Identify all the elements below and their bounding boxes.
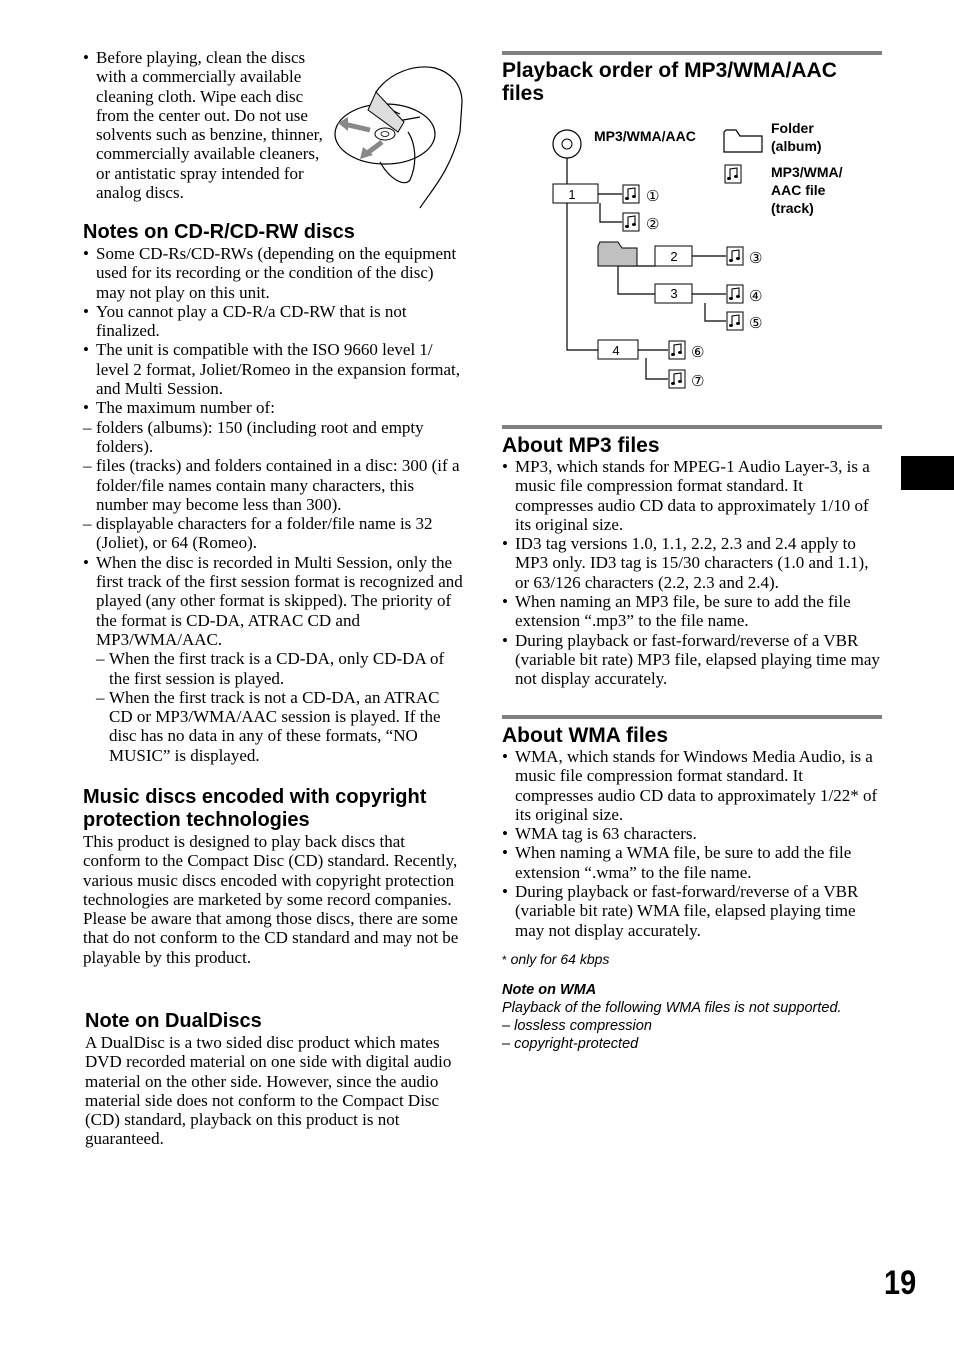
mp3-section xyxy=(502,425,882,689)
cdr-item: • Some CD-Rs/CD-RWs (depending on the equipment used for its recording or the condition of the disc) may not play on this unit. xyxy=(83,244,463,302)
track-1-label: ① xyxy=(646,187,660,205)
cdr-subitem: – folders (albums): 150 (including root and empty folders). xyxy=(83,418,463,457)
legend-file-line1: MP3/WMA/ xyxy=(771,164,843,180)
wma-section xyxy=(502,715,882,1053)
cleaning-list xyxy=(83,48,331,202)
legend-file-icon xyxy=(725,165,741,183)
cdr-sublist xyxy=(96,649,463,765)
track-3-label: ③ xyxy=(749,249,763,267)
cleaning-note: • Before playing, clean the discs with a commercially available cleaning cloth. Wipe each disc from the center out. Do not use solvents such as benzine, thinner, commercially available cleaners, or antistatic spray intended for analog discs. xyxy=(83,48,331,202)
mp3-item: • MP3, which stands for MPEG-1 Audio Layer-3, is a music file compression format standard. It compresses audio CD data to approximately 1/10 of its original size. xyxy=(502,457,882,534)
dualdisc-heading: Note on DualDiscs xyxy=(85,1010,262,1032)
track-5-file-icon xyxy=(727,312,743,330)
wma-list xyxy=(502,747,882,940)
track-2-file-icon xyxy=(623,213,639,231)
folder-3-label: 3 xyxy=(670,286,678,301)
copyright-heading: Music discs encoded with copyright protection technologies xyxy=(83,786,427,831)
wma-footnote xyxy=(502,950,882,969)
legend-folder-icon xyxy=(724,130,762,152)
folder-4-label: 4 xyxy=(612,343,620,358)
track-4-file-icon xyxy=(727,285,743,303)
mp3-list xyxy=(502,457,882,689)
cdr-subitem: – When the first track is a CD-DA, only CD-DA of the first session is played. xyxy=(96,649,463,688)
legend-folder-line2: (album) xyxy=(771,138,822,154)
track-6-file-icon xyxy=(669,341,685,359)
cdr-item-text: When the disc is recorded in Multi Session, only the first track of the first session format is recognized and played (any other format is skipped). The priority of the format is CD-DA, ATRAC CD and MP3/WMA/AAC. xyxy=(96,552,463,649)
disc-hole xyxy=(375,128,395,140)
cleaning-cloth xyxy=(368,92,404,132)
wma-note-item: – copyright-protected xyxy=(502,1035,639,1052)
wma-note xyxy=(502,981,882,1053)
mp3-item: • When naming an MP3 file, be sure to add the file extension “.mp3” to the file name. xyxy=(502,592,882,631)
track-7-file-icon xyxy=(669,370,685,388)
dualdisc-section xyxy=(85,1010,463,1149)
cdr-subitem: – displayable characters for a folder/file name is 32 (Joliet), or 64 (Romeo). xyxy=(83,514,463,553)
folder-1 xyxy=(553,184,598,203)
track-4-label: ④ xyxy=(749,287,763,305)
dualdisc-body: A DualDisc is a two sided disc product which mates DVD recorded material on one side with digital audio material on the other side. However, since the audio material side does not conform to the Compact Disc (CD) standard, playback on this product is not guaranteed. xyxy=(85,1033,452,1149)
cdr-item: • You cannot play a CD-R/a CD-RW that is not finalized. xyxy=(83,302,463,341)
mp3-item: • During playback or fast-forward/reverse of a VBR (variable bit rate) MP3 file, elapsed playing time may not display accurately. xyxy=(502,631,882,689)
page-number: 19 xyxy=(884,1264,917,1302)
folder-2-label: 2 xyxy=(670,249,678,264)
track-1-file-icon xyxy=(623,185,639,203)
root-label: MP3/WMA/AAC xyxy=(594,128,696,144)
wma-note-item: – lossless compression xyxy=(502,1017,652,1034)
footnote-text: only for 64 kbps xyxy=(510,950,610,967)
playback-section xyxy=(502,51,882,105)
wma-heading: About WMA files xyxy=(502,724,669,747)
folder-3 xyxy=(655,284,692,303)
cdr-item xyxy=(83,398,463,552)
section-tab-marker xyxy=(901,456,954,490)
folder-2 xyxy=(655,246,692,266)
legend-file-line3: (track) xyxy=(771,200,814,216)
cdr-item: • The unit is compatible with the ISO 9660 level 1/ level 2 format, Joliet/Romeo in the expansion format, and Multi Session. xyxy=(83,340,463,398)
folder-1-label: 1 xyxy=(568,187,576,202)
track-6-label: ⑥ xyxy=(691,343,705,361)
cdr-item-text: The maximum number of: xyxy=(96,398,275,418)
cdr-section xyxy=(83,221,463,765)
copyright-body: This product is designed to play back discs that conform to the Compact Disc (CD) standard. Recently, various music discs encoded with copyright protection technologies are marketed by some record companies. Please be aware that among those discs, there are some that do not conform to the CD standard and may not be playable by this product. xyxy=(83,832,459,967)
cdr-list xyxy=(83,244,463,765)
wma-note-body: Playback of the following WMA files is not supported. xyxy=(502,999,842,1016)
track-5-label: ⑤ xyxy=(749,314,763,332)
wma-note-title: Note on WMA xyxy=(502,981,597,998)
disc-cleaning-illustration xyxy=(330,62,466,212)
wma-item: • WMA tag is 63 characters. xyxy=(502,824,882,843)
root-disc-icon xyxy=(553,130,581,158)
cdr-heading: Notes on CD-R/CD-RW discs xyxy=(83,221,355,243)
hand-outline xyxy=(376,67,462,208)
cdr-sublist xyxy=(83,418,463,553)
playback-heading: Playback order of MP3/WMA/AAC files xyxy=(502,59,837,105)
mp3-item: • ID3 tag versions 1.0, 1.1, 2.2, 2.3 and 2.4 apply to MP3 only. ID3 tag is 15/30 characters (1.0 and 1.1), or 63/126 characters (2.2, 2.3 and 2.4). xyxy=(502,534,882,592)
track-7-label: ⑦ xyxy=(691,372,705,390)
wma-item: • When naming a WMA file, be sure to add the file extension “.wma” to the file name. xyxy=(502,843,882,882)
wma-item: • WMA, which stands for Windows Media Audio, is a music file compression format standard. It compresses audio CD data to approximately 1/22* of its original size. xyxy=(502,747,882,824)
footnote-mark: * xyxy=(502,952,507,967)
cdr-item xyxy=(83,553,463,765)
folder-4 xyxy=(598,340,638,359)
track-2-label: ② xyxy=(646,215,660,233)
playback-order-diagram xyxy=(540,118,880,398)
cdr-subitem: – files (tracks) and folders contained in a disc: 300 (if a folder/file names contain many characters, this number may become less than 300). xyxy=(83,456,463,514)
folder-highlighted xyxy=(598,242,637,266)
cdr-subitem: – When the first track is not a CD-DA, an ATRAC CD or MP3/WMA/AAC session is played. If the disc has no data in any of these formats, “NO MUSIC” is displayed. xyxy=(96,688,463,765)
mp3-heading: About MP3 files xyxy=(502,434,660,457)
track-3-file-icon xyxy=(727,247,743,265)
legend-file-line2: AAC file xyxy=(771,182,826,198)
wma-item: • During playback or fast-forward/reverse of a VBR (variable bit rate) WMA file, elapsed playing time may not display accurately. xyxy=(502,882,882,940)
legend-folder-line1: Folder xyxy=(771,120,814,136)
copyright-section xyxy=(83,786,463,967)
